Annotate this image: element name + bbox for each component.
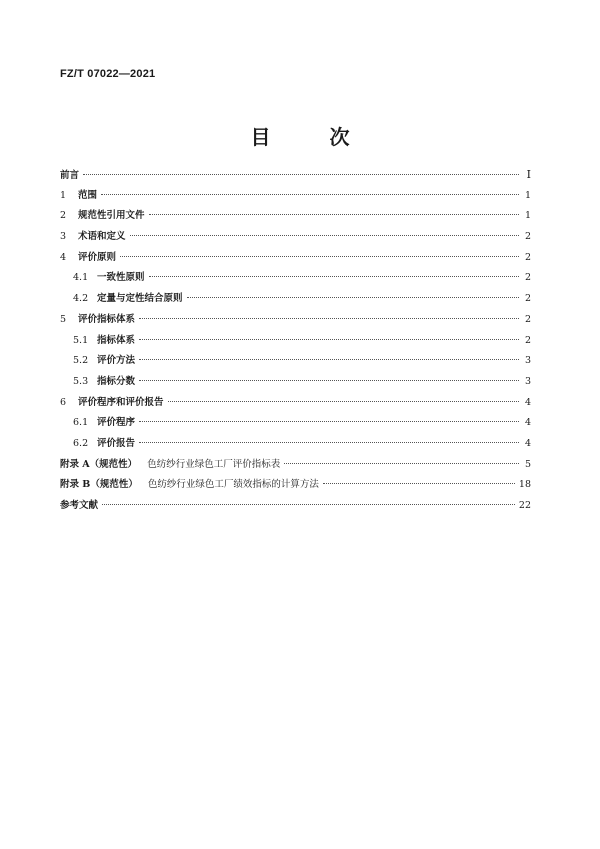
- dot-leader: [139, 318, 519, 319]
- toc-entry-label: 术语和定义: [78, 231, 126, 243]
- toc-entry-label: 附录 A（规范性）: [60, 458, 138, 470]
- toc-entry-number: 6.1: [73, 417, 89, 429]
- toc-entry-sublabel: 色纺纱行业绿色工厂评价指标表: [147, 458, 281, 470]
- toc-entry[interactable]: [60, 455, 531, 476]
- toc-entry-number: 5: [60, 313, 67, 325]
- toc-entry[interactable]: [60, 393, 531, 414]
- dot-leader: [102, 504, 515, 505]
- toc-entry-page: 3: [524, 355, 531, 367]
- dot-leader: [120, 256, 519, 257]
- toc-entry[interactable]: [60, 351, 531, 372]
- toc-entry-page: 4: [524, 437, 531, 449]
- toc-entry-label: 评价程序: [97, 417, 136, 429]
- toc-entry[interactable]: [60, 289, 531, 310]
- toc-entry-number: 5.2: [73, 355, 89, 367]
- dot-leader: [139, 339, 519, 340]
- dot-leader: [149, 214, 519, 215]
- dot-leader: [168, 401, 519, 402]
- page-title: 目 次: [250, 125, 376, 149]
- toc-entry-page: 3: [524, 375, 531, 387]
- dot-leader: [139, 380, 519, 381]
- dot-leader: [139, 442, 519, 443]
- toc-entry[interactable]: [60, 186, 531, 207]
- toc-entry-number: 6.2: [73, 437, 89, 449]
- toc-entry[interactable]: [60, 268, 531, 289]
- toc-entry-label: 评价方法: [97, 355, 136, 367]
- toc-entry-page: 2: [524, 313, 531, 325]
- toc-entry-number: 3: [60, 231, 67, 243]
- toc-entry-page: 1: [524, 210, 531, 222]
- toc-entry-label: 评价原则: [78, 251, 117, 263]
- toc-entry-page: 4: [524, 417, 531, 429]
- toc-entry-label: 评价指标体系: [78, 313, 136, 325]
- toc-entry-page: 1: [524, 189, 531, 201]
- toc-entry[interactable]: [60, 206, 531, 227]
- toc-entry[interactable]: [60, 496, 531, 517]
- dot-leader: [149, 276, 519, 277]
- toc-entry-label: 前言: [60, 170, 80, 181]
- dot-leader: [323, 483, 515, 484]
- toc-entry-page: 2: [524, 231, 531, 243]
- toc-entry-number: 1: [60, 189, 67, 201]
- toc-entry-sublabel: 色纺纱行业绿色工厂绩效指标的计算方法: [147, 479, 319, 491]
- toc-entry-label: 范围: [78, 189, 98, 201]
- toc-entry-page: 4: [524, 396, 531, 408]
- toc-entry-number: 4.1: [73, 272, 89, 284]
- toc-entry-page: 2: [524, 334, 531, 346]
- toc-entry[interactable]: [60, 165, 531, 186]
- toc-entry-page: 2: [524, 251, 531, 263]
- toc-entry[interactable]: [60, 413, 531, 434]
- toc-entry[interactable]: [60, 475, 531, 496]
- toc-entry-number: 5.3: [73, 375, 89, 387]
- dot-leader: [130, 235, 519, 236]
- toc-entry-label: 定量与定性结合原则: [97, 293, 183, 305]
- toc-entry-page: Ⅰ: [526, 169, 531, 181]
- toc-entry-label: 参考文献: [60, 500, 99, 511]
- toc-entry-page: 5: [524, 458, 531, 470]
- toc-entry[interactable]: [60, 248, 531, 269]
- toc-entry-number: 2: [60, 210, 67, 222]
- toc-entry-number: 4.2: [73, 293, 89, 305]
- toc-entry-label: 指标体系: [97, 334, 136, 346]
- toc-entry-page: 22: [518, 500, 531, 511]
- dot-leader: [187, 297, 519, 298]
- dot-leader: [83, 174, 519, 175]
- toc-entry[interactable]: [60, 227, 531, 248]
- toc-entry-label: 指标分数: [97, 375, 136, 387]
- dot-leader: [139, 359, 519, 360]
- dot-leader: [139, 421, 519, 422]
- toc-entry-number: 4: [60, 251, 67, 263]
- toc-entry-page: 2: [524, 272, 531, 284]
- toc-entry-label: 评价报告: [97, 437, 136, 449]
- toc-entry-page: 18: [518, 479, 531, 491]
- toc-entry-label: 附录 B（规范性）: [60, 479, 138, 491]
- toc-entry-page: 2: [524, 293, 531, 305]
- dot-leader: [101, 194, 519, 195]
- document-code: FZ/T 07022—2021: [60, 68, 156, 80]
- table-of-contents: [60, 165, 531, 517]
- toc-entry-label: 规范性引用文件: [78, 210, 145, 222]
- toc-entry-number: 5.1: [73, 334, 89, 346]
- toc-entry[interactable]: [60, 310, 531, 331]
- toc-entry-number: 6: [60, 396, 67, 408]
- toc-entry-label: 评价程序和评价报告: [78, 396, 164, 408]
- toc-entry[interactable]: [60, 372, 531, 393]
- dot-leader: [284, 463, 519, 464]
- toc-entry[interactable]: [60, 331, 531, 352]
- toc-entry[interactable]: [60, 434, 531, 455]
- toc-entry-label: 一致性原则: [97, 272, 145, 284]
